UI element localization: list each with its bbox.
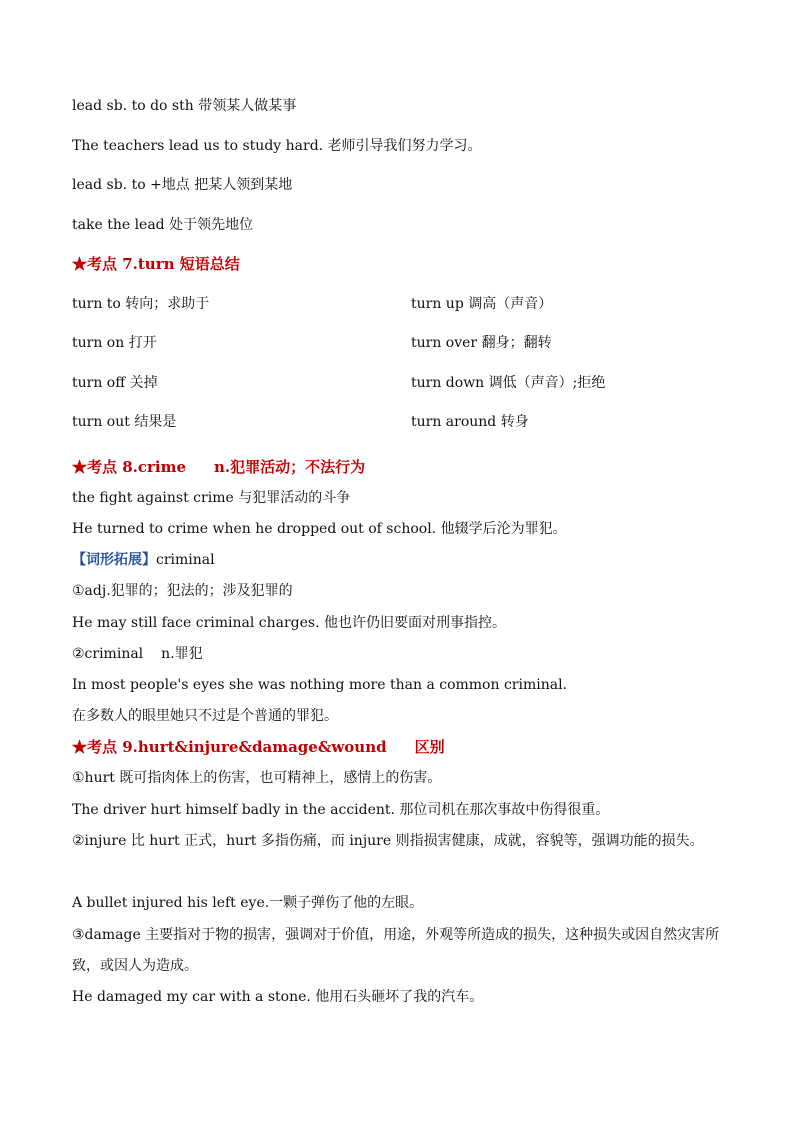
criminal-adj-definition: ①adj.犯罪的；犯法的；涉及犯罪的 [72, 583, 293, 599]
turn-phrase-right-4: turn around 转身 [411, 414, 529, 430]
damage-definition: ③damage 主要指对于物的损害，强调对于价值，用途，外观等所造成的损失，这种损失或因自然灾害所致，或因人为造成。 [72, 927, 720, 974]
crime-heading-meaning: n.犯罪活动；不法行为 [214, 458, 366, 476]
criminal-noun-label: ②criminal [72, 646, 144, 662]
criminal-noun-example-zh: 在多数人的眼里她只不过是个普通的罪犯。 [72, 708, 338, 724]
criminal-noun-example-en: In most people's eyes she was nothing more than a common criminal. [72, 677, 568, 693]
section-heading-turn: ★考点 7.turn 短语总结 [72, 255, 240, 273]
word-extension [72, 550, 734, 570]
crime-example-2: He turned to crime when he dropped out of school. 他辍学后沦为罪犯。 [72, 521, 567, 537]
word-extension-tag: 【词形拓展】 [72, 552, 156, 568]
damage-example: He damaged my car with a stone. 他用石头砸坏了我的汽车。 [72, 989, 484, 1005]
turn-phrase-left-4: turn out 结果是 [72, 414, 177, 430]
turn-phrase-right-1: turn up 调高（声音） [411, 296, 553, 312]
hurt-definition: ①hurt 既可指肉体上的伤害，也可精神上，感情上的伤害。 [72, 770, 442, 786]
turn-phrase-left-2: turn on 打开 [72, 335, 157, 351]
lead-phrase-1: lead sb. to do sth 带领某人做某事 [72, 98, 297, 114]
criminal-adj-example: He may still face criminal charges. 他也许仍旧要面对刑事指控。 [72, 615, 507, 631]
lead-phrase-3: take the lead 处于领先地位 [72, 217, 254, 233]
hurt-heading-word: ★考点 9.hurt&injure&damage&wound [72, 738, 387, 756]
hurt-example: The driver hurt himself badly in the accident. 那位司机在那次事故中伤得很重。 [72, 802, 610, 818]
injure-definition: ②injure 比 hurt 正式，hurt 多指伤痛，而 injure 则指损害健康，成就，容貌等，强调功能的损失。 [72, 833, 704, 849]
criminal-noun-definition [72, 644, 734, 664]
criminal-noun-meaning: n.罪犯 [161, 646, 203, 662]
turn-phrase-right-3: turn down 调低（声音）;拒绝 [411, 375, 606, 391]
turn-phrase-right-2: turn over 翻身；翻转 [411, 335, 552, 351]
word-extension-word: criminal [156, 552, 215, 568]
turn-phrase-left-1: turn to 转向；求助于 [72, 296, 210, 312]
lead-example-1: The teachers lead us to study hard. 老师引导我们努力学习。 [72, 138, 482, 154]
crime-example-1: the fight against crime 与犯罪活动的斗争 [72, 490, 351, 506]
section-heading-crime [72, 457, 734, 477]
turn-phrase-left-3: turn off 关掉 [72, 375, 158, 391]
lead-phrase-2: lead sb. to +地点 把某人领到某地 [72, 177, 293, 193]
hurt-heading-meaning: 区别 [414, 738, 445, 756]
injure-example: A bullet injured his left eye.一颗子弹伤了他的左眼。 [72, 895, 424, 911]
crime-heading-word: ★考点 8.crime [72, 458, 187, 476]
section-heading-hurt [72, 737, 734, 757]
